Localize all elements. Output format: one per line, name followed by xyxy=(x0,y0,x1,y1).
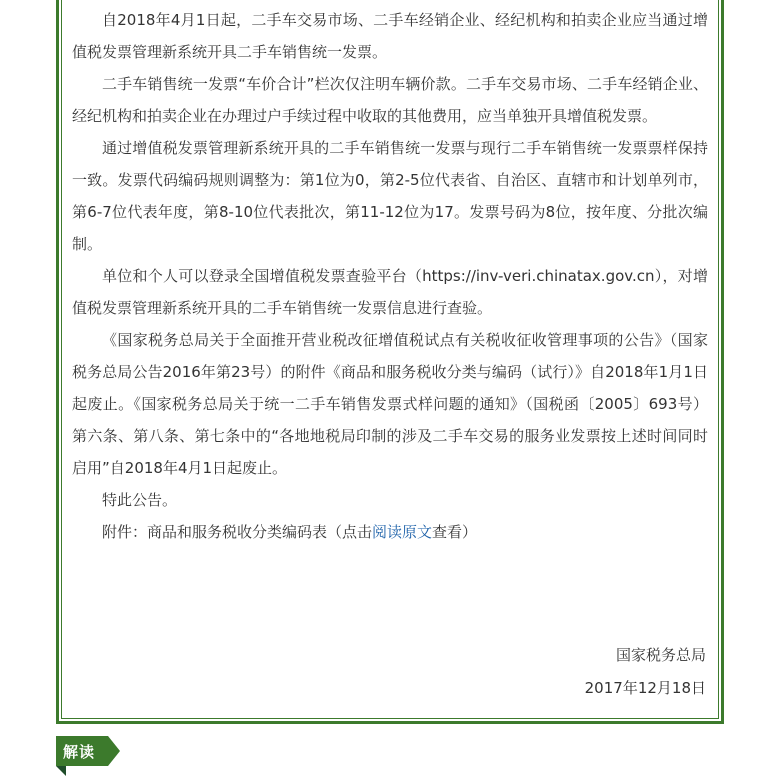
issuer-name: 国家税务总局 xyxy=(615,646,706,664)
read-original-link[interactable]: 阅读原文 xyxy=(372,523,433,541)
paragraph-abolished-documents: 《国家税务总局关于全面推开营业税改征增值税试点有关税收征收管理事项的公告》（国家税务总局公告2016年第23号）的附件《商品和服务税收分类与编码（试行）》自2018年1月1日起废止。《国家税务总局关于统一二手车销售发票式样问题的通知》（国税函〔2005〕693号）第六条、第八条、第七条中的“各地地税局印制的涉及二手车交易的服务业发票按上述时间同时启用”自2018年4月1日起废止。 xyxy=(72,331,708,477)
interpretation-tag[interactable] xyxy=(56,736,120,770)
attachment-line xyxy=(72,516,708,548)
paragraph-invoice-code-rules: 通过增值税发票管理新系统开具的二手车销售统一发票与现行二手车销售统一发票票样保持一致。发票代码编码规则调整为：第1位为0，第2-5位代表省、自治区、直辖市和计划单列市，第6-7位代表年度，第8-10位代表批次，第11-12位为17。发票号码为8位，按年度、分批次编制。 xyxy=(72,139,708,253)
tag-label: 解读 xyxy=(63,743,96,761)
attachment-prefix: 附件：商品和服务税收分类编码表（点击 xyxy=(102,523,373,541)
announcement-body xyxy=(72,4,708,548)
paragraph-notice: 特此公告。 xyxy=(102,491,178,509)
paragraph-effective-date: 自2018年4月1日起，二手车交易市场、二手车经销企业、经纪机构和拍卖企业应当通过增值税发票管理新系统开具二手车销售统一发票。 xyxy=(72,11,708,61)
paragraph-price-total: 二手车销售统一发票“车价合计”栏次仅注明车辆价款。二手车交易市场、二手车经销企业、经纪机构和拍卖企业在办理过户手续过程中收取的其他费用，应当单独开具增值税发票。 xyxy=(72,75,708,125)
paragraph-verification-platform: 单位和个人可以登录全国增值税发票查验平台（https://inv-veri.chinatax.gov.cn），对增值税发票管理新系统开具的二手车销售统一发票信息进行查验。 xyxy=(72,267,708,317)
issue-date: 2017年12月18日 xyxy=(584,679,706,697)
attachment-suffix: 查看） xyxy=(432,523,478,541)
